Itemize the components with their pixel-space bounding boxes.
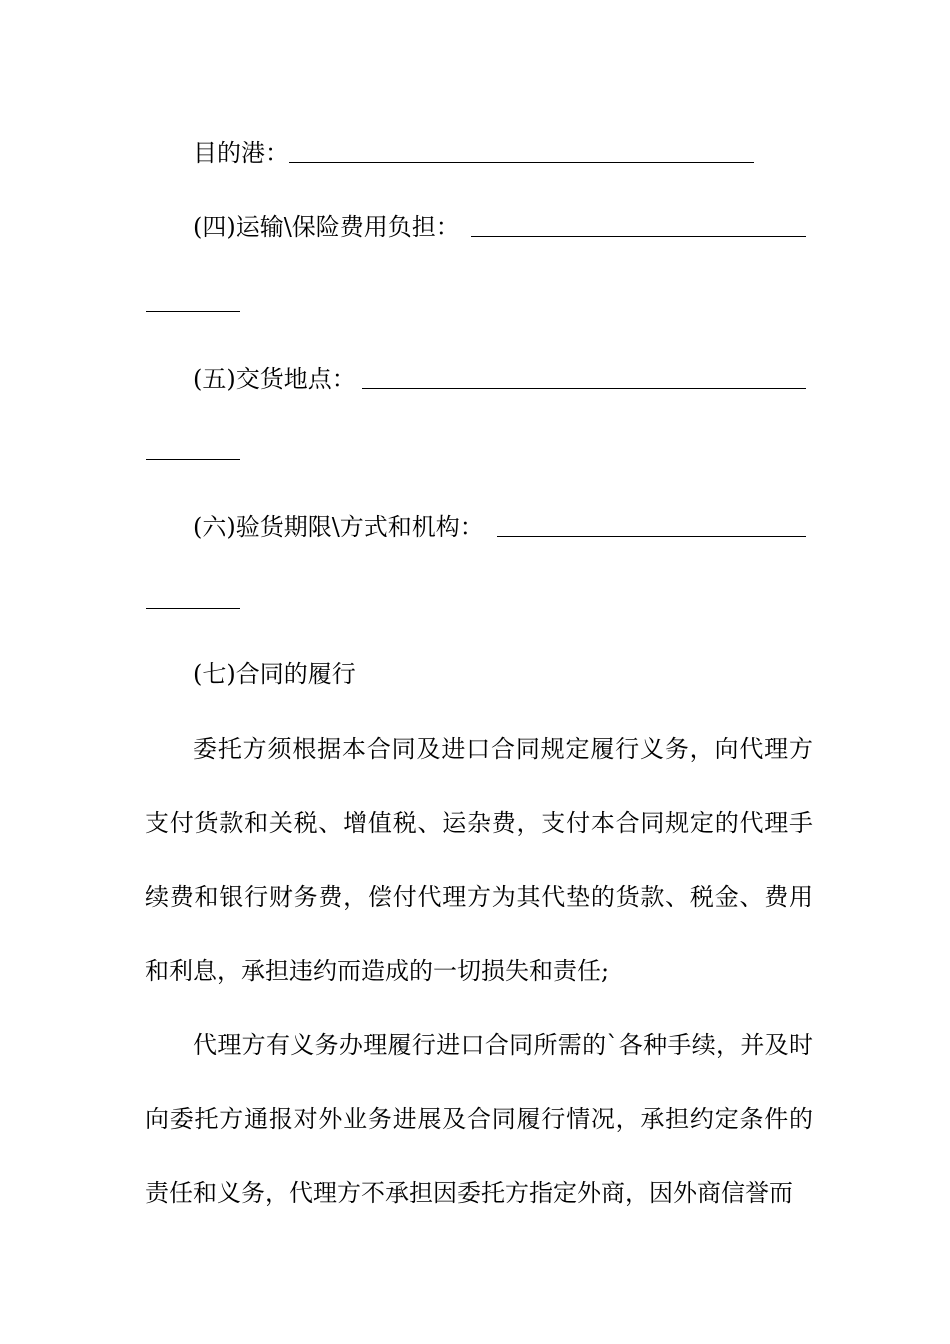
fill-in-blank-continuation (146, 311, 240, 312)
fill-in-blank (362, 388, 806, 389)
field-label: (六)验货期限\方式和机构： (193, 513, 484, 541)
field-label: 目的港： (193, 139, 289, 167)
fill-in-blank (471, 236, 806, 237)
paragraph-client-obligations: 委托方须根据本合同及进口合同规定履行义务，向代理方支付货款和关税、增值税、运杂费，支付本合同规定的代理手续费和银行财务费，偿付代理方为其代垫的货款、税金、费用和利息，承担违约而造成的一切损失和责任; (145, 735, 813, 985)
fill-in-blank (497, 536, 806, 537)
fill-in-blank (289, 162, 754, 163)
field-label: (五)交货地点： (193, 365, 356, 393)
fill-in-blank-continuation (146, 608, 240, 609)
paragraph-agent-obligations: 代理方有义务办理履行进口合同所需的`各种手续，并及时向委托方通报对外业务进展及合同履行情况，承担约定条件的责任和义务，代理方不承担因委托方指定外商，因外商信誉而 (145, 1031, 813, 1207)
field-label: (四)运输\保险费用负担： (193, 213, 460, 241)
fill-in-blank-continuation (146, 459, 240, 460)
